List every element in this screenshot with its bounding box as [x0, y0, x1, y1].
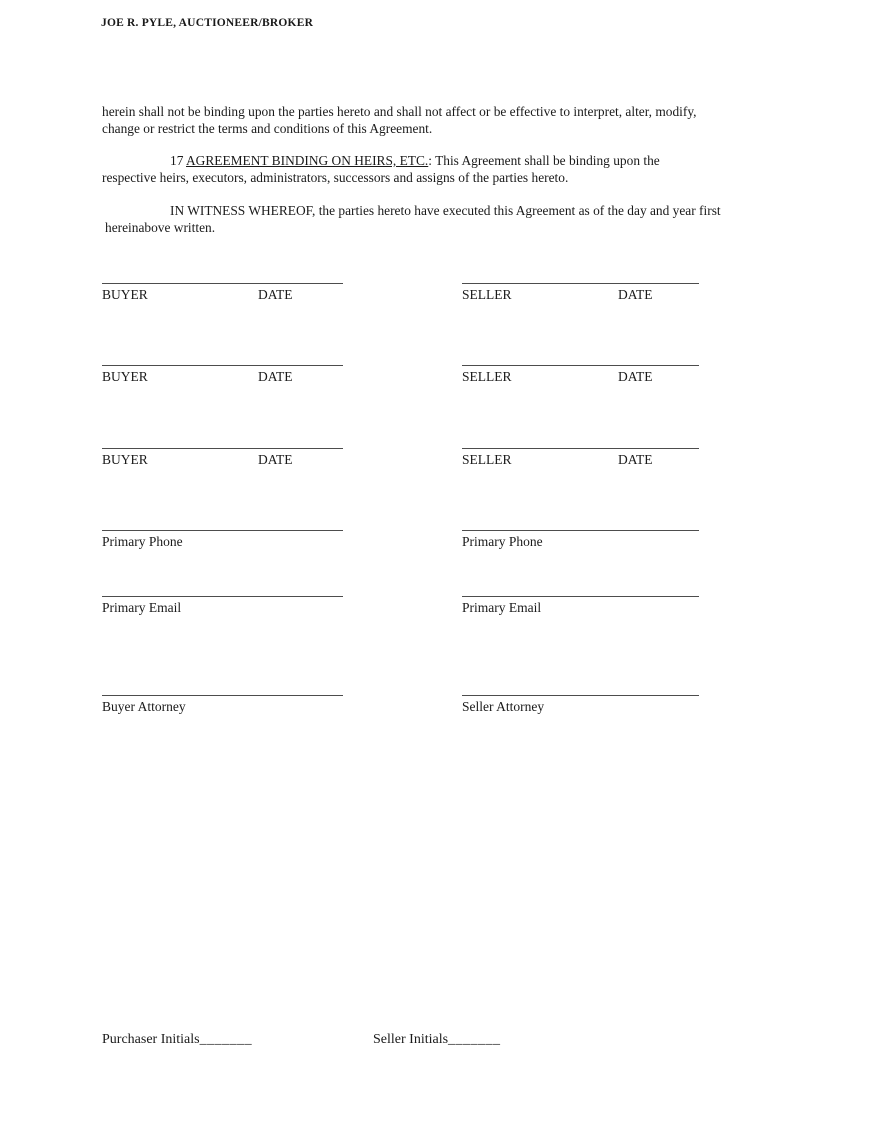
primary-phone-label: Primary Phone	[462, 534, 543, 549]
signature-labels	[462, 453, 699, 467]
date-label: DATE	[618, 287, 653, 302]
clause-17-text: : This Agreement shall be binding upon the	[428, 153, 660, 168]
seller-attorney-block	[462, 695, 699, 714]
signature-row	[0, 365, 877, 403]
clause-17-number: 17	[170, 153, 186, 168]
contact-labels	[462, 601, 699, 615]
signature-labels	[462, 370, 699, 384]
seller-signature-line	[462, 283, 699, 284]
seller-label: SELLER	[462, 369, 512, 384]
seller-signature-block	[462, 448, 699, 467]
primary-email-row	[0, 596, 877, 634]
signature-labels	[102, 453, 343, 467]
paragraph-line: IN WITNESS WHEREOF, the parties hereto have executed this Agreement as of the day and year first	[170, 203, 721, 218]
buyer-attorney-label: Buyer Attorney	[102, 699, 186, 714]
seller-signature-block	[462, 365, 699, 384]
purchaser-initials-label: Purchaser Initials	[102, 1032, 200, 1047]
buyer-signature-line	[102, 365, 343, 366]
buyer-signature-block	[102, 283, 343, 302]
buyer-signature-block	[102, 448, 343, 467]
buyer-primary-phone-block	[102, 530, 343, 549]
contact-labels	[102, 535, 343, 549]
seller-initials	[373, 1031, 501, 1048]
seller-signature-line	[462, 448, 699, 449]
date-label: DATE	[618, 452, 653, 467]
primary-phone-label: Primary Phone	[102, 534, 183, 549]
seller-label: SELLER	[462, 452, 512, 467]
seller-label: SELLER	[462, 287, 512, 302]
buyer-signature-line	[102, 283, 343, 284]
witness-paragraph	[102, 202, 782, 236]
seller-initials-blank: _______	[448, 1032, 501, 1047]
primary-phone-row	[0, 530, 877, 568]
seller-primary-phone-line	[462, 530, 699, 531]
seller-primary-email-line	[462, 596, 699, 597]
seller-initials-label: Seller Initials	[373, 1032, 449, 1047]
primary-email-label: Primary Email	[102, 600, 182, 615]
primary-email-label: Primary Email	[462, 600, 542, 615]
date-label: DATE	[258, 287, 293, 302]
clause-continuation-paragraph	[102, 103, 782, 137]
buyer-label: BUYER	[102, 287, 148, 302]
buyer-label: BUYER	[102, 452, 148, 467]
paragraph-line: hereinabove written.	[105, 220, 216, 235]
seller-primary-phone-block	[462, 530, 699, 549]
date-label: DATE	[258, 452, 293, 467]
contact-labels	[102, 700, 343, 714]
buyer-primary-email-block	[102, 596, 343, 615]
buyer-label: BUYER	[102, 369, 148, 384]
date-label: DATE	[618, 369, 653, 384]
contact-labels	[462, 535, 699, 549]
seller-attorney-line	[462, 695, 699, 696]
buyer-signature-line	[102, 448, 343, 449]
seller-primary-email-block	[462, 596, 699, 615]
signature-labels	[462, 288, 699, 302]
signature-labels	[102, 288, 343, 302]
contact-labels	[462, 700, 699, 714]
seller-signature-block	[462, 283, 699, 302]
seller-attorney-label: Seller Attorney	[462, 699, 545, 714]
clause-17-paragraph	[102, 152, 782, 186]
paragraph-line: herein shall not be binding upon the parties hereto and shall not affect or be effective to interpret, alter, modify,	[102, 104, 697, 119]
seller-signature-line	[462, 365, 699, 366]
purchaser-initials-blank: _______	[199, 1032, 253, 1047]
buyer-primary-phone-line	[102, 530, 343, 531]
signature-labels	[102, 370, 343, 384]
purchaser-initials	[102, 1031, 252, 1048]
paragraph-line	[102, 152, 782, 169]
buyer-attorney-line	[102, 695, 343, 696]
clause-17-heading: AGREEMENT BINDING ON HEIRS, ETC.	[186, 153, 429, 168]
paragraph-line: change or restrict the terms and conditions of this Agreement.	[102, 121, 433, 136]
date-label: DATE	[258, 369, 293, 384]
buyer-primary-email-line	[102, 596, 343, 597]
buyer-attorney-block	[102, 695, 343, 714]
signature-row	[0, 448, 877, 486]
signature-row	[0, 283, 877, 321]
buyer-signature-block	[102, 365, 343, 384]
contact-labels	[102, 601, 343, 615]
paragraph-line: respective heirs, executors, administrators, successors and assigns of the parties hereto.	[102, 170, 569, 185]
broker-header: JOE R. PYLE, AUCTIONEER/BROKER	[101, 17, 314, 29]
attorney-row	[0, 695, 877, 733]
